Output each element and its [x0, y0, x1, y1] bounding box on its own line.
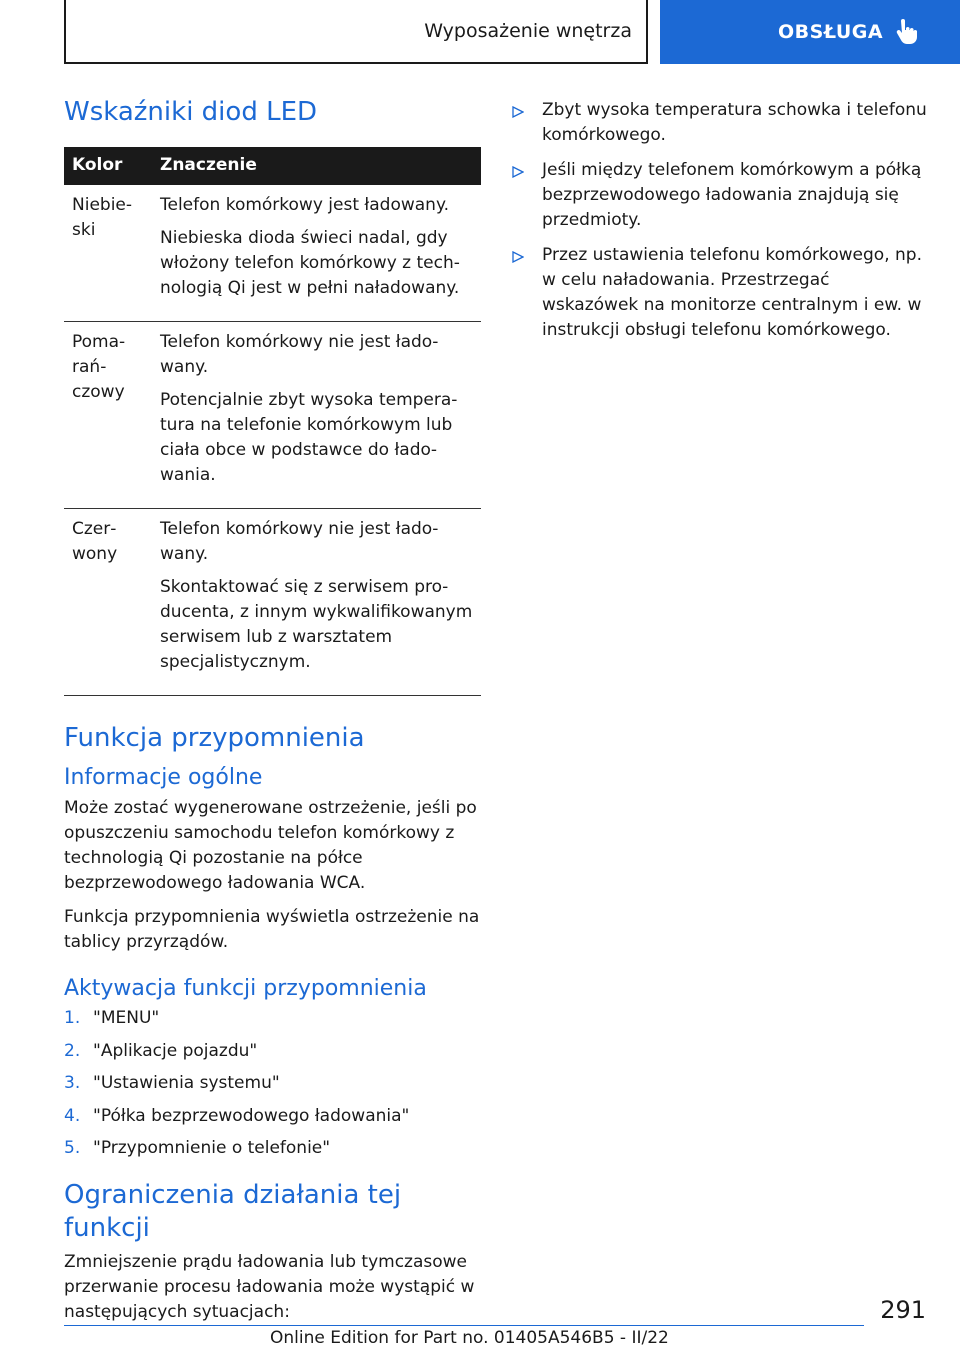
- step-number: 1.: [64, 1008, 81, 1028]
- led-table: [64, 147, 481, 696]
- list-item: [510, 158, 930, 233]
- led-meaning-line: Telefon komórkowy nie jest ładowany.: [160, 331, 439, 377]
- bullet-text: Zbyt wysoka temperatura schowka i telefonu komórkowego.: [542, 100, 927, 145]
- led-meaning-cell: [152, 508, 481, 695]
- led-col-meaning: Znaczenie: [152, 147, 481, 185]
- limits-paragraph: Zmniejszenie prądu ładowania lub tymczasowe przerwanie procesu ładowania może wystąpić w następujących sytuacjach:: [64, 1252, 475, 1322]
- page-number: 291: [880, 1296, 926, 1324]
- triangle-bullet-icon: [512, 251, 524, 263]
- bullet-text: Jeśli między telefonem komórkowym a półką bezprzewodowego ładowania znajdują się przedmioty.: [542, 160, 922, 230]
- header-section-box: [64, 0, 648, 64]
- general-info-paragraph: Funkcja przypomnienia wyświetla ostrzeżenie na tablicy przyrządów.: [64, 906, 480, 952]
- step-number: 4.: [64, 1105, 81, 1126]
- left-column: [64, 96, 481, 1334]
- pointing-hand-icon: [895, 19, 917, 45]
- led-meaning-line: Telefon komórkowy jest ładowany.: [160, 194, 449, 215]
- step-number: 3.: [64, 1073, 81, 1093]
- general-info-title: Informacje ogólne: [64, 765, 263, 790]
- limits-bullets: [510, 98, 930, 343]
- limits-section-title: Ograniczenia działania tej funkcji: [64, 1180, 402, 1243]
- table-row: [64, 185, 481, 322]
- led-color-cell: Czerwony: [64, 508, 152, 695]
- triangle-bullet-icon: [512, 166, 524, 178]
- list-item: [64, 1104, 481, 1129]
- step-text: "Przypomnienie o telefonie": [93, 1138, 331, 1158]
- header-chapter-tab: [660, 0, 960, 64]
- bullet-text: Przez ustawienia telefonu komórkowego, np. w celu naładowania. Przestrzegać wskazówek na monitorze centralnym i ew. w instrukcji obsługi telefonu komórkowego.: [542, 245, 922, 340]
- list-item: [64, 1136, 481, 1161]
- table-row: [64, 321, 481, 508]
- step-text: "Ustawienia systemu": [93, 1073, 280, 1093]
- led-meaning-cell: [152, 321, 481, 508]
- list-item: [510, 243, 930, 343]
- led-meaning-line: Niebieska dioda świeci nadal, gdy włożony telefon komórkowy z technologią Qi jest w pełni naładowany.: [160, 227, 460, 298]
- footer-edition: Online Edition for Part no. 01405A546B5 - II/22: [270, 1328, 669, 1348]
- list-item: [64, 1006, 481, 1031]
- led-col-color: Kolor: [64, 147, 152, 185]
- list-item: [510, 98, 930, 148]
- led-color-cell: Niebieski: [64, 185, 152, 322]
- led-color-cell: Pomarańczowy: [64, 321, 152, 508]
- list-item: [64, 1071, 481, 1096]
- header-section-title: Wyposażenie wnętrza: [424, 20, 632, 42]
- step-number: 5.: [64, 1138, 81, 1158]
- step-text: "Aplikacje pojazdu": [93, 1040, 258, 1061]
- activation-title: Aktywacja funkcji przypomnienia: [64, 975, 427, 1001]
- list-item: [64, 1039, 481, 1064]
- footer-divider: [64, 1325, 864, 1326]
- header-chapter-label: OBSŁUGA: [778, 21, 884, 43]
- table-row: [64, 508, 481, 695]
- led-meaning-line: Telefon komórkowy nie jest ładowany.: [160, 518, 439, 564]
- general-info-paragraph: Może zostać wygenerowane ostrzeżenie, jeśli po opuszczeniu samochodu telefon komórkowy z technologią Qi pozostanie na półce bezprzewodowego ładowania WCA.: [64, 797, 477, 893]
- triangle-bullet-icon: [512, 106, 524, 118]
- right-column: [510, 98, 930, 353]
- led-section-title: Wskaźniki diod LED: [64, 97, 318, 127]
- led-meaning-cell: [152, 185, 481, 322]
- led-meaning-line: Skontaktować się z serwisem producenta, z innym wykwalifikowanym serwisem lub z warsztatem specjalistycznym.: [160, 576, 473, 672]
- led-meaning-line: Potencjalnie zbyt wysoka temperatura na telefonie komórkowym lub ciała obce w podstawce do ładowania.: [160, 389, 458, 485]
- led-table-header: [64, 147, 481, 185]
- reminder-section-title: Funkcja przypomnienia: [64, 722, 365, 753]
- activation-steps: [64, 1006, 481, 1161]
- step-text: "MENU": [93, 1008, 160, 1028]
- step-number: 2.: [64, 1040, 81, 1061]
- step-text: "Półka bezprzewodowego ładowania": [93, 1105, 410, 1126]
